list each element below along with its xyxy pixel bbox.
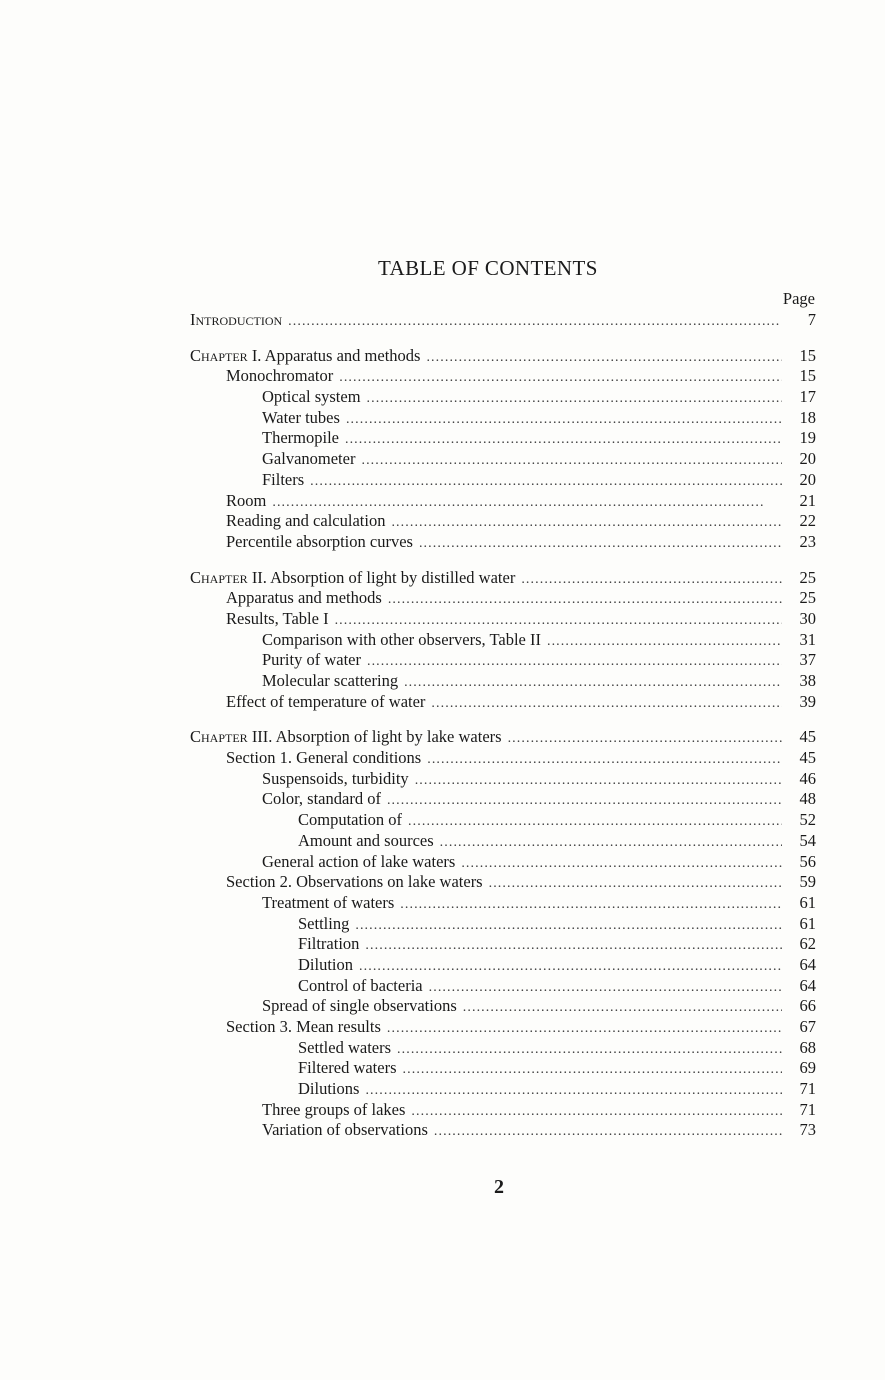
toc-entry-title <box>262 852 455 873</box>
toc-entry <box>190 366 816 387</box>
toc-entry <box>190 1100 816 1121</box>
toc-entry <box>190 934 816 955</box>
toc-entry-title <box>298 955 353 976</box>
toc-entry-text: Section 3. Mean results <box>226 1017 381 1036</box>
toc-entry-title <box>262 789 381 810</box>
toc-entry-page: 21 <box>799 490 816 510</box>
toc-entry <box>190 996 816 1017</box>
toc-entry <box>190 692 816 713</box>
dot-leader <box>388 590 782 611</box>
toc-entry <box>190 491 816 512</box>
page-column-header: Page <box>782 289 815 308</box>
toc-entry-title <box>298 1079 359 1100</box>
toc-entry-page: 25 <box>799 588 816 608</box>
toc-entry <box>190 872 816 893</box>
toc-entry <box>190 810 816 831</box>
toc-entry-page: 56 <box>799 851 816 871</box>
toc-entry-prefix: Chapter <box>190 567 248 587</box>
toc-entry-title <box>262 769 409 790</box>
toc-entry-text: Molecular scattering <box>262 671 399 690</box>
toc-entry-page: 67 <box>799 1017 816 1036</box>
toc-entry-title <box>226 511 385 532</box>
toc-entry-title <box>226 748 421 769</box>
toc-entry <box>190 955 816 976</box>
toc-entry-title <box>298 1038 391 1059</box>
toc-entry-text: Spread of single observations <box>262 996 457 1016</box>
toc-entry <box>190 789 816 810</box>
toc-entry-page: 61 <box>799 913 816 933</box>
dot-leader <box>508 729 782 750</box>
toc-entry-text: Amount and sources <box>298 830 434 850</box>
section-gap <box>190 712 816 727</box>
toc-entry-text: Optical system <box>262 387 361 407</box>
toc-entry-page: 17 <box>799 387 816 407</box>
dot-leader <box>355 916 782 937</box>
toc-entry-page: 59 <box>799 872 816 892</box>
toc-entry-title <box>226 491 266 512</box>
toc-entry-text: Settling <box>298 913 350 933</box>
toc-entry-text: Apparatus and methods <box>226 588 382 608</box>
toc-entry-title <box>190 568 515 589</box>
toc-entry-text: Purity of water <box>262 650 361 670</box>
dot-leader <box>345 430 782 451</box>
dot-leader <box>463 998 782 1019</box>
dot-leader <box>367 389 782 410</box>
toc-entry-page: 64 <box>799 975 816 995</box>
toc-entry-page: 25 <box>799 567 816 587</box>
toc-entry <box>190 449 816 470</box>
toc-entry-title <box>226 609 329 630</box>
toc-entry-title <box>262 996 457 1017</box>
toc-entry <box>190 893 816 914</box>
dot-leader <box>429 978 782 999</box>
toc-entry <box>190 769 816 790</box>
toc-entry-page: 68 <box>799 1037 816 1057</box>
toc-entry <box>190 428 816 449</box>
dot-leader <box>288 312 782 333</box>
toc-entry <box>190 630 816 651</box>
dot-leader <box>359 957 782 978</box>
toc-entry-title <box>262 449 355 470</box>
dot-leader <box>521 570 782 591</box>
dot-leader <box>391 513 782 534</box>
toc-entry-text: Computation of <box>298 810 403 830</box>
dot-leader <box>397 1040 782 1061</box>
toc-entry-text: Results, Table I <box>226 608 329 628</box>
dot-leader <box>400 895 782 916</box>
dot-leader <box>426 348 782 369</box>
toc-entry-page: 52 <box>799 810 816 830</box>
toc-entry-text: Filters <box>262 469 305 489</box>
toc-entry-page: 15 <box>799 366 816 386</box>
toc-entry-title <box>226 1017 381 1038</box>
toc-entry-text: Variation of observations <box>262 1120 428 1140</box>
toc-entry <box>190 408 816 429</box>
toc-entry-page: 22 <box>799 511 816 531</box>
dot-leader <box>365 936 782 957</box>
toc-entry-page: 61 <box>799 892 816 912</box>
page-number: 2 <box>494 1176 504 1198</box>
toc-entry <box>190 1017 816 1038</box>
toc-entry <box>190 588 816 609</box>
toc-entry-title <box>262 387 361 408</box>
toc-entry-title <box>262 1100 405 1121</box>
toc-entry-page: 7 <box>807 310 816 329</box>
dot-leader <box>387 791 782 812</box>
toc-entry-text: Color, standard of <box>262 789 381 809</box>
toc-entry-text: Comparison with other observers, Table II <box>262 629 541 649</box>
toc-entry-text: Filtered waters <box>298 1058 397 1078</box>
toc-entry-title <box>190 310 282 331</box>
table-of-contents <box>190 310 816 1141</box>
dot-leader <box>346 410 782 431</box>
toc-entry-title <box>262 1120 428 1141</box>
toc-entry-text: Control of bacteria <box>298 975 423 995</box>
toc-entry <box>190 568 816 589</box>
toc-entry-title <box>298 831 434 852</box>
toc-entry-title <box>298 810 402 831</box>
toc-entry-text: Thermopile <box>262 428 339 448</box>
dot-leader <box>547 632 782 653</box>
dot-leader <box>440 833 782 854</box>
toc-entry <box>190 609 816 630</box>
toc-entry-text: Percentile absorption curves <box>226 531 413 551</box>
toc-entry <box>190 1079 816 1100</box>
section-gap <box>190 553 816 568</box>
toc-entry-text: Dilution <box>298 954 354 974</box>
toc-entry-title <box>298 1058 397 1079</box>
toc-entry-text: I. Apparatus and methods <box>247 345 421 365</box>
toc-entry-text: Settled waters <box>298 1037 392 1057</box>
toc-entry-page: 20 <box>799 449 816 469</box>
toc-entry <box>190 914 816 935</box>
dot-leader <box>339 368 782 389</box>
dot-leader <box>361 451 782 472</box>
toc-entry-page: 54 <box>799 830 816 850</box>
toc-entry <box>190 748 816 769</box>
toc-entry-title <box>262 470 304 491</box>
toc-entry-text: Section 2. Observations on lake waters <box>226 872 483 892</box>
toc-entry-page: 71 <box>799 1099 816 1119</box>
toc-entry-page: 71 <box>799 1079 816 1099</box>
toc-entry-title <box>226 692 425 713</box>
toc-entry-page: 30 <box>799 608 816 628</box>
toc-entry <box>190 1120 816 1141</box>
toc-entry-text: II. Absorption of light by distilled water <box>247 567 516 587</box>
toc-entry-page: 73 <box>799 1120 816 1140</box>
toc-entry-page: 45 <box>799 748 816 768</box>
toc-entry-text: Suspensoids, turbidity <box>262 768 409 788</box>
toc-entry-page: 20 <box>799 469 816 489</box>
dot-leader <box>272 493 782 514</box>
toc-entry-page: 66 <box>799 996 816 1016</box>
toc-entry-title <box>262 671 398 692</box>
toc-entry-page: 39 <box>799 691 816 711</box>
dot-leader <box>335 611 782 632</box>
dot-leader <box>434 1122 782 1143</box>
toc-entry <box>190 470 816 491</box>
dot-leader <box>408 812 782 833</box>
toc-entry-page: 15 <box>799 345 816 365</box>
toc-entry <box>190 1058 816 1079</box>
toc-entry <box>190 532 816 553</box>
toc-entry-text: Treatment of waters <box>262 892 395 912</box>
toc-entry-page: 37 <box>799 650 816 670</box>
toc-entry-title <box>298 976 423 997</box>
dot-leader <box>367 652 782 673</box>
toc-entry-title <box>226 588 382 609</box>
toc-entry-page: 64 <box>799 954 816 974</box>
toc-entry-page: 38 <box>799 671 816 690</box>
toc-entry-title <box>262 650 361 671</box>
toc-entry <box>190 831 816 852</box>
toc-entry-page: 31 <box>799 629 816 649</box>
toc-entry-title <box>298 914 349 935</box>
toc-entry-page: 46 <box>799 768 816 788</box>
toc-entry-page: 18 <box>799 407 816 427</box>
toc-entry-text: Galvanometer <box>262 449 356 469</box>
toc-entry-title <box>226 366 333 387</box>
toc-entry-text: III. Absorption of light by lake waters <box>247 727 502 747</box>
toc-entry-title <box>262 630 541 651</box>
toc-entry-text: Three groups of lakes <box>262 1099 406 1119</box>
toc-entry-page: 45 <box>799 727 816 747</box>
toc-entry-page: 62 <box>799 934 816 954</box>
toc-entry <box>190 511 816 532</box>
toc-entry <box>190 976 816 997</box>
toc-entry-prefix: Chapter <box>190 345 248 365</box>
toc-entry-prefix: Introduction <box>190 310 283 329</box>
toc-entry-text: Reading and calculation <box>226 511 386 531</box>
toc-entry-text: Effect of temperature of water <box>226 691 426 711</box>
page-title: TABLE OF CONTENTS <box>378 256 598 280</box>
toc-entry <box>190 727 816 748</box>
toc-entry-prefix: Chapter <box>190 727 248 747</box>
toc-entry-text: General action of lake waters <box>262 851 456 871</box>
toc-entry-page: 23 <box>799 531 816 551</box>
toc-entry <box>190 671 816 692</box>
dot-leader <box>365 1081 782 1102</box>
dot-leader <box>431 694 782 715</box>
toc-entry-text: Monochromator <box>226 366 334 386</box>
toc-entry-text: Dilutions <box>298 1079 360 1099</box>
toc-entry-text: Filtration <box>298 934 360 954</box>
toc-entry <box>190 650 816 671</box>
dot-leader <box>404 673 782 694</box>
dot-leader <box>411 1102 782 1123</box>
dot-leader <box>403 1060 782 1081</box>
toc-entry-text: Water tubes <box>262 407 340 427</box>
toc-entry-page: 19 <box>799 428 816 448</box>
toc-entry-title <box>226 532 413 553</box>
toc-entry <box>190 310 816 331</box>
dot-leader <box>310 472 782 493</box>
toc-entry-text: Section 1. General conditions <box>226 748 422 768</box>
toc-entry-title <box>298 934 359 955</box>
toc-entry <box>190 346 816 367</box>
toc-entry <box>190 387 816 408</box>
toc-entry-title <box>190 346 420 367</box>
dot-leader <box>427 750 782 771</box>
dot-leader <box>461 854 782 875</box>
dot-leader <box>419 534 782 555</box>
dot-leader <box>387 1019 782 1040</box>
toc-entry-title <box>226 872 483 893</box>
toc-entry <box>190 852 816 873</box>
dot-leader <box>489 874 782 895</box>
toc-entry-title <box>262 428 339 449</box>
section-gap <box>190 331 816 346</box>
toc-entry-text: Room <box>226 490 267 510</box>
dot-leader <box>415 771 782 792</box>
toc-entry-title <box>262 408 340 429</box>
toc-entry-title <box>190 727 502 748</box>
toc-entry-title <box>262 893 394 914</box>
toc-entry <box>190 1038 816 1059</box>
toc-entry-page: 69 <box>799 1058 816 1078</box>
toc-entry-page: 48 <box>799 789 816 809</box>
